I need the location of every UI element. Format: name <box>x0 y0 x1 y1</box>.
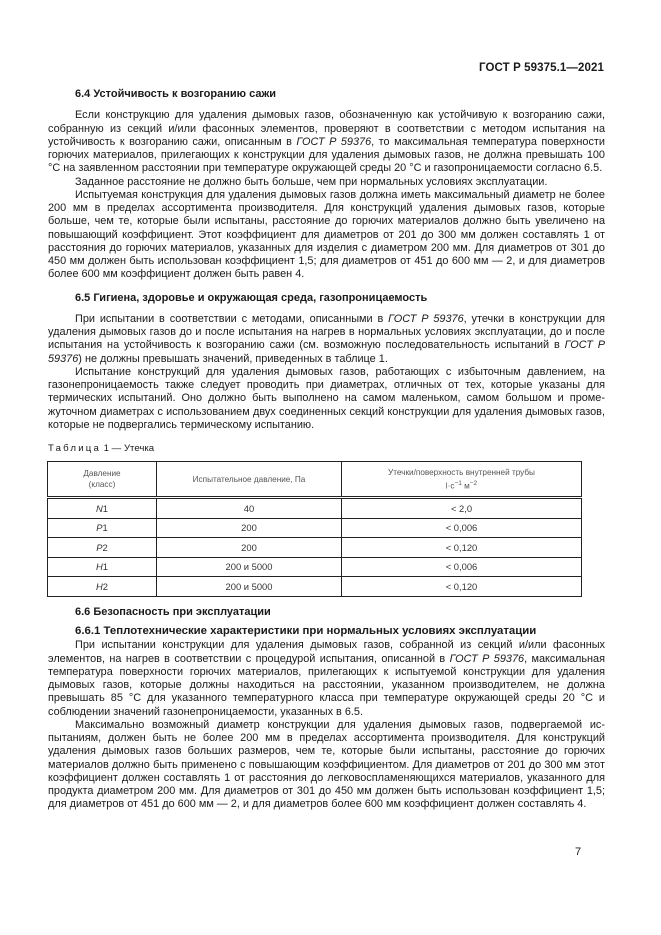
header-leakage <box>342 462 582 498</box>
header-pressure-class <box>48 462 157 498</box>
cell-leakage: < 0,006 <box>342 557 582 577</box>
text-run: ) не должны превышать значений, приведенных в таблице 1. <box>78 352 388 365</box>
section-6-5-paragraph-2: Испытание конструкций для удаления дымовых газов, работающих с избыточным давлением, на газонепроницаемость также следует проводить при диаметрах, отличных от тех, которые указаны для термических испытаний. Оно должно быть выполнено на самом маленьком, самом большом и промежуточном диаметрах с использованием двух соединенных секций конструкции для удаления дымовых газов, которые не подвергались термическому испытанию. <box>48 365 605 431</box>
unit-exponent: −1 <box>454 479 462 487</box>
text-run: Если конструкцию для удаления дымовых газов, обозначенную как устойчивую к возгоранию сажи, собранную из секций и/или фасонных элементов, проверяют в соответствии с методом испытания на устойчивость к возгоранию сажи, описанным в <box>48 109 605 148</box>
cell-leakage: < 0,120 <box>342 577 582 597</box>
table-caption <box>48 442 605 455</box>
class-number: 1 <box>102 522 108 534</box>
table-caption-title: 1 — Утечка <box>101 443 155 454</box>
table-caption-label: Таблица <box>48 443 102 454</box>
unit-text: м <box>461 481 470 491</box>
text-run: , то максимальная температура поверхности горючих материалов, прилегающих к конструкции для удаления дымовых газов, не должна превышать 100 °С на заявленном расстоянии при температуре окружающей среды 20 °С и газопроницаемости согласно 6.5. <box>48 135 606 175</box>
class-number: 1 <box>102 502 108 514</box>
unit-exponent: −2 <box>469 479 478 487</box>
cell-leakage: < 0,006 <box>342 518 582 538</box>
table-row <box>48 577 582 597</box>
section-6-5-paragraph-1 <box>48 313 605 366</box>
text-run: При испытании конструкции для удаления дымовых газов, собранной из секций и/или фасонных элементов, на нагрев в соответствии с процедурой испытания, описанной в <box>48 639 605 665</box>
cell-pressure: 200 и 5000 <box>157 577 342 597</box>
header-text: Утечки/поверхность внутренней трубы <box>388 467 535 477</box>
section-6-4-paragraph-2: Заданное расстояние не должно быть больше, чем при нормальных условиях эксплуатации. <box>75 175 548 188</box>
document-code: ГОСТ Р 59375.1—2021 <box>479 62 604 74</box>
cell-leakage: < 0,120 <box>342 538 582 558</box>
section-6-4-paragraph-1 <box>48 109 605 175</box>
class-letter: H <box>96 561 103 573</box>
section-6-4-paragraph-3: Испытуемая конструкция для удаления дымовых газов должна иметь максимальный диаметр не более 200 мм в пределах ассортимента производителя. Для конструкций удаления дымовых газов, которые больше, чем те, которые были испытаны, расстояние до горючих материалов должно быть увеличено на повышающий коэффициент. Этот коэффициент для диаметров от 201 до 300 мм должен составлять 1 от расстояния до горючих материалов, указанных для изделия с диаметром 200 мм. Для диаметров от 301 до 450 мм должен быть использован коэффициент 1,5; для диаметров от 451 до 600 мм — 2, и для диаметров более 600 мм коэффициент должен быть равен 4. <box>48 188 605 281</box>
section-6-6-heading: 6.6 Безопасность при эксплуатации <box>75 605 271 618</box>
cell-class <box>48 577 157 597</box>
standard-reference: ГОСТ Р 59376 <box>296 135 372 148</box>
class-letter: N <box>96 502 103 514</box>
class-letter: H <box>96 580 103 592</box>
class-number: 2 <box>102 580 108 592</box>
cell-class <box>48 518 157 538</box>
cell-leakage: < 2,0 <box>342 498 582 519</box>
cell-pressure: 200 <box>157 518 342 538</box>
section-6-5-heading: 6.5 Гигиена, здоровье и окружающая среда, газопроницаемость <box>75 291 428 304</box>
standard-reference: ГОСТ Р 59376 <box>449 652 525 665</box>
page-number: 7 <box>575 846 582 858</box>
section-6-6-1-paragraph-1 <box>48 639 605 719</box>
section-6-6-1-heading: 6.6.1 Теплотехнические характеристики при нормальных условиях эксплуатации <box>75 625 537 637</box>
header-test-pressure: Испытательное давление, Па <box>157 462 342 498</box>
header-text: Давление <box>83 469 121 479</box>
unit-text: l·c <box>445 481 455 491</box>
header-text: (класс) <box>88 480 116 490</box>
table-header-row <box>48 462 582 498</box>
cell-pressure: 40 <box>157 498 342 519</box>
cell-pressure: 200 <box>157 538 342 558</box>
table-row <box>48 557 582 577</box>
cell-class <box>48 538 157 558</box>
cell-class <box>48 498 157 519</box>
cell-pressure: 200 и 5000 <box>157 557 342 577</box>
table-row <box>48 518 582 538</box>
class-letter: P <box>96 522 103 534</box>
page-content <box>48 88 605 812</box>
class-letter: P <box>96 541 103 553</box>
cell-class <box>48 557 157 577</box>
class-number: 2 <box>102 541 108 553</box>
text-run: , максимальная температура поверхности горючих материалов, прилегающих к испытуемой конструкции для удаления дымовых газов, которые должны находиться на расстоянии, указанном производителем, не должна превышать 85 °С для указанного температурного класса при температуре окружающей среды 20 °С и соблюдении значений газонепроницаемости, указанных в 6.5. <box>48 652 605 718</box>
text-run: , утечки в конструкции для удаления дымовых газов до и после испытания на нагрев в нормальных условиях эксплуатации, до и после испытания на устойчивость к возгоранию сажи (см. возможную последовательность испытаний в <box>48 312 605 352</box>
section-6-6-1-paragraph-2: Максимально возможный диаметр конструкции для удаления дымовых газов, подвергаемой испытаниям, должен быть не более 200 мм в пределах ассортимента производителя. Для конструкций удаления дымовых газов больших размеров, чем те, которые были испытаны, расстояние до горючих материалов должно быть применено с повышающим коэффициентом. Для диаметров от 201 до 300 мм этот коэффициент должен составлять 1 от расстояния до легковоспламеняющихся материалов, указанного для продукта диаметром 200 мм. Для диаметров от 301 до 450 мм должен быть использован коэффициент 1,5; для диаметров от 451 до 600 мм — 2, и для диаметров более 600 мм коэффициент должен составлять 4. <box>48 718 605 811</box>
table-row <box>48 538 582 558</box>
text-run: При испытании в соответствии с методами, описанными в <box>75 312 389 325</box>
section-6-4-heading: 6.4 Устойчивость к возгоранию сажи <box>75 88 277 100</box>
standard-reference: ГОСТ Р 59376 <box>388 312 464 325</box>
class-number: 1 <box>102 561 108 573</box>
table-row <box>48 498 582 519</box>
standard-reference: ГОСТ Р 59376 <box>48 339 605 365</box>
leakage-table <box>47 461 582 597</box>
